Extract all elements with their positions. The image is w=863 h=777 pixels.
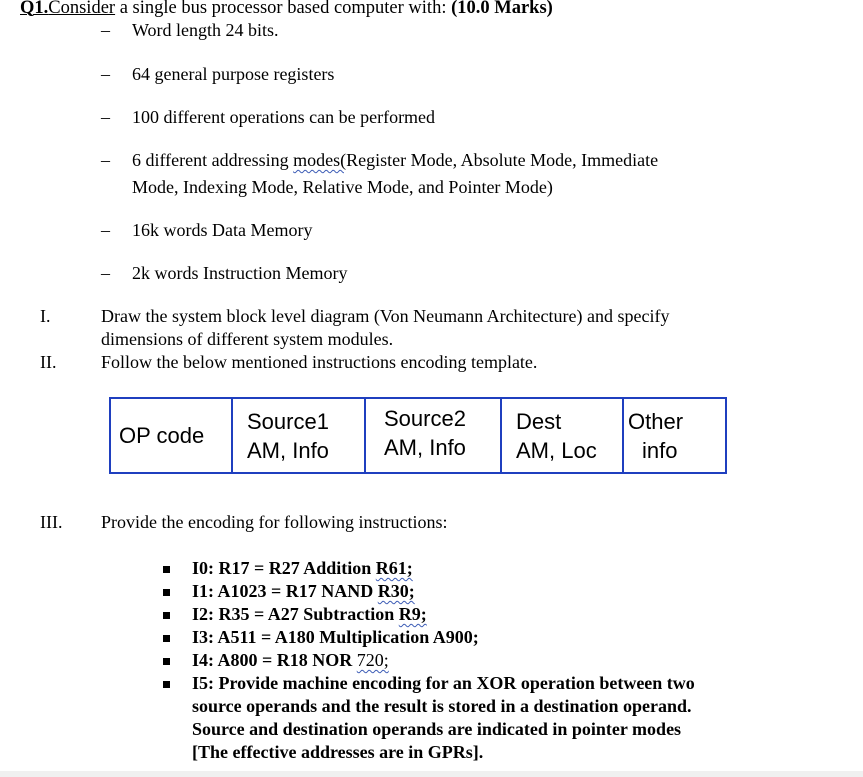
instruction-i5-line3: Source and destination operands are indicated in pointer modes — [192, 719, 682, 739]
instruction-i5-line2: source operands and the result is stored in a destination operand. — [192, 696, 692, 716]
table-cell-opcode — [111, 399, 231, 472]
spec-addressing-modes-cont: Mode, Indexing Mode, Relative Mode, and Pointer Mode) — [132, 177, 553, 197]
encoding-template-table — [109, 397, 727, 474]
question-title — [20, 0, 553, 19]
source1-label: Source1 — [247, 408, 329, 434]
source1-sub: AM, Info — [247, 437, 329, 463]
spec-dash: – — [101, 20, 110, 40]
bullet-icon — [163, 612, 170, 619]
item-i-text-cont: dimensions of different system modules. — [101, 329, 394, 349]
spec-dash: – — [101, 107, 110, 127]
instruction-i0-dest: R61; — [375, 558, 413, 578]
item-ii-text: Follow the below mentioned instructions encoding template. — [101, 352, 538, 372]
item-i-text: Draw the system block level diagram (Von Neumann Architecture) and specify — [101, 306, 670, 326]
spec-instruction-memory: 2k words Instruction Memory — [132, 263, 348, 283]
instruction-i1-text: I1: A1023 = R17 NAND — [192, 581, 378, 601]
source2-label: Source2 — [384, 406, 466, 431]
instruction-i1 — [192, 581, 415, 602]
consider-word: Consider — [48, 0, 116, 18]
spec-operations: 100 different operations can be performed — [132, 107, 436, 127]
spec-addressing-modes — [132, 150, 658, 171]
instruction-i5-line4: [The effective addresses are in GPRs]. — [192, 742, 484, 762]
dest-label: Dest — [516, 408, 562, 434]
dest-sub: AM, Loc — [516, 437, 597, 463]
table-cell-dest — [500, 399, 622, 472]
table-cell-source2 — [364, 399, 500, 472]
instruction-i3: I3: A511 = A180 Multiplication A900; — [192, 627, 479, 647]
item-number-iii: III. — [40, 512, 63, 532]
spec-dash: – — [101, 220, 110, 240]
bullet-icon — [163, 681, 170, 688]
instruction-i2-text: I2: R35 = A27 Subtraction — [192, 604, 399, 624]
instruction-i4 — [192, 650, 389, 671]
bullet-icon — [163, 658, 170, 665]
instruction-i4-dest: 720; — [356, 650, 389, 670]
item-number-ii: II. — [40, 352, 57, 372]
source2-sub: AM, Info — [384, 435, 466, 460]
table-cell-source1 — [231, 399, 364, 472]
question-label: Q1. — [20, 0, 49, 18]
instruction-i2-dest: R9; — [398, 604, 427, 624]
spec-dash: – — [101, 150, 110, 170]
instruction-i5-line1: I5: Provide machine encoding for an XOR operation between two — [192, 673, 695, 693]
spec-dash: – — [101, 263, 110, 283]
instruction-i1-dest: R30; — [377, 581, 415, 601]
bullet-icon — [163, 566, 170, 573]
instruction-i2 — [192, 604, 427, 625]
other-label: Other — [628, 408, 684, 434]
spec-addressing-prefix: 6 different addressing — [132, 150, 294, 170]
marks-label: (10.0 Marks) — [451, 0, 553, 18]
spec-modes-word: modes( — [293, 150, 347, 170]
spec-word-length: Word length 24 bits. — [132, 20, 279, 40]
spec-registers: 64 general purpose registers — [132, 64, 335, 84]
table-cell-other — [622, 399, 725, 472]
spec-data-memory: 16k words Data Memory — [132, 220, 313, 240]
item-iii-text: Provide the encoding for following instructions: — [101, 512, 448, 532]
page-bottom-edge — [0, 771, 863, 777]
other-sub: info — [642, 437, 678, 463]
question-text: a single bus processor based computer with: — [115, 0, 452, 18]
opcode-label: OP code — [119, 423, 205, 448]
bullet-icon — [163, 589, 170, 596]
spec-dash: – — [101, 64, 110, 84]
instruction-i0 — [192, 558, 413, 579]
item-number-i: I. — [40, 306, 51, 326]
bullet-icon — [163, 635, 170, 642]
instruction-i0-text: I0: R17 = R27 Addition — [192, 558, 376, 578]
instruction-i4-text: I4: A800 = R18 NOR — [192, 650, 357, 670]
spec-modes-list: Register Mode, Absolute Mode, Immediate — [346, 150, 659, 170]
